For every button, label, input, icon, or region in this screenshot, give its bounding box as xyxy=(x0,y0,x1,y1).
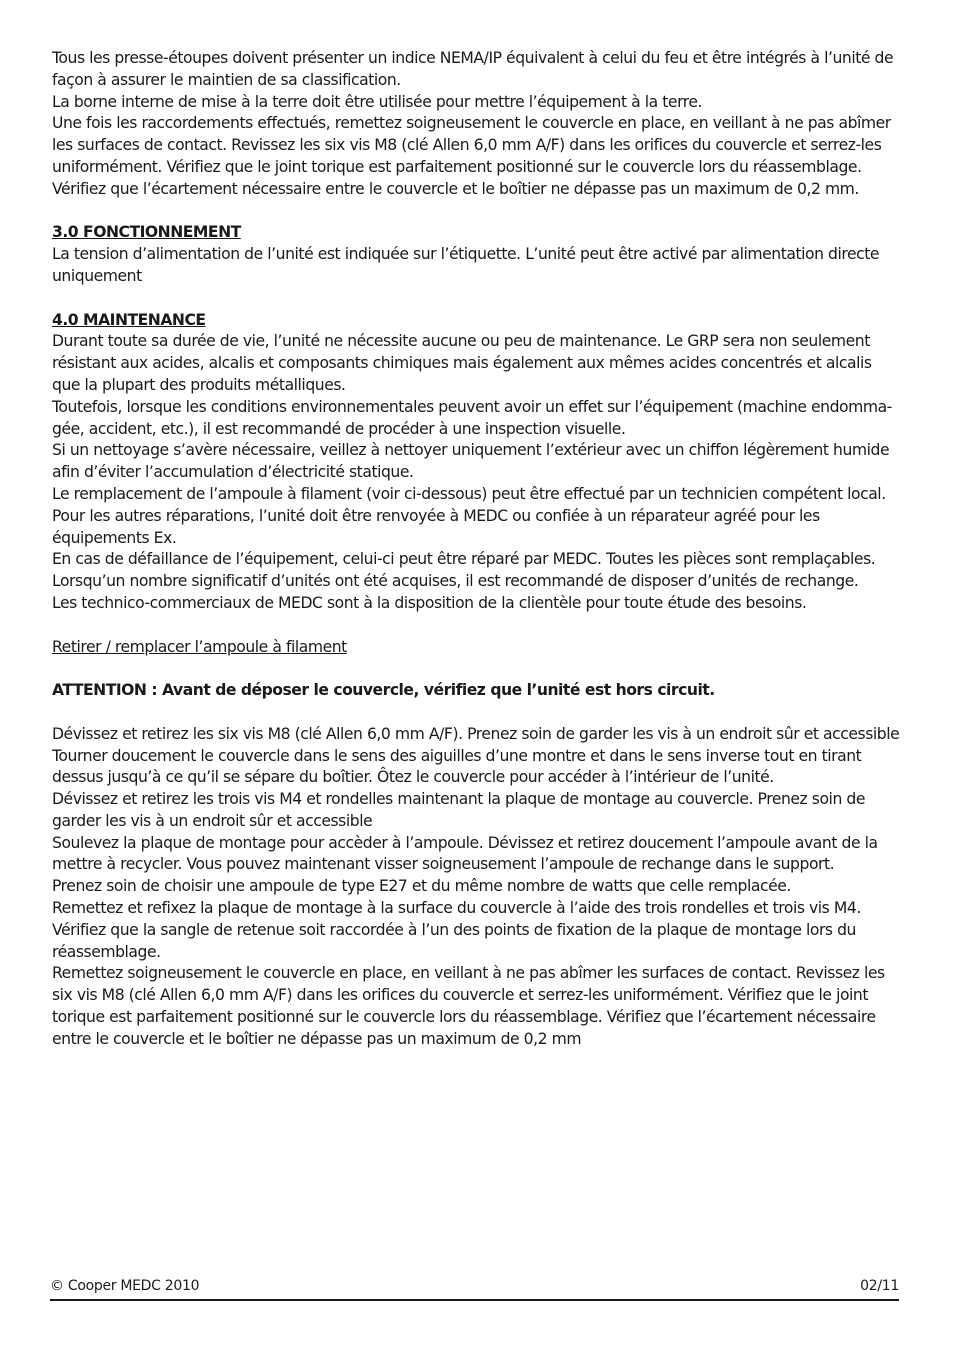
paragraph-cleaning: Si un nettoyage s’avère nécessaire, veillez à nettoyer uniquement l’extérieur avec un chiffon légèrement humide afin d’éviter l’accumulation d’électricité statique. xyxy=(52,441,890,482)
section-heading-maintenance: 4.0 MAINTENANCE xyxy=(52,310,206,329)
paragraph-step-refit-cover: Remettez soigneusement le couvercle en place, en veillant à ne pas abîmer les surfaces de contact. Revissez les six vis M8 (clé Allen 6,0 mm A/F) dans les orifices du couvercle et serrez-les uniformément. Vérifiez que le joint torique est parfaitement positionné sur le couvercle lors du réassemblage. Vérifiez que l’écartement nécessaire entre le couvercle et le boîtier ne dépasse pas un maximum de 0,2 mm xyxy=(52,964,885,1048)
footer-copyright: © Cooper MEDC 2010 xyxy=(50,1278,200,1294)
paragraph-earth-terminal: La borne interne de mise à la terre doit être utilisée pour mettre l’équipement à la terre. xyxy=(52,92,703,111)
spacer xyxy=(52,615,902,637)
footer-page-number: 02/11 xyxy=(860,1278,899,1294)
paragraph-step-unscrew-m4: Dévissez et retirez les trois vis M4 et rondelles maintenant la plaque de montage au couvercle. Prenez soin de garder les vis à un endroit sûr et accessible xyxy=(52,790,865,830)
section-heading-operation: 3.0 FONCTIONNEMENT xyxy=(52,223,241,242)
paragraph-sales-engineers: Les technico-commerciaux de MEDC sont à la disposition de la clientèle pour toute étude des besoins. xyxy=(52,593,807,612)
paragraph-step-rotate-cover: Tourner doucement le couvercle dans le sens des aiguilles d’une montre et dans le sens inverse tout en tirant dessus jusqu’à ce qu’il se sépare du boîtier. Ôtez le couvercle pour accéder à l’intérieur de l’unité. xyxy=(52,746,862,787)
paragraph-cable-glands: Tous les presse-étoupes doivent présenter un indice NEMA/IP équivalent à celui du feu et être intégrés à l’unité de façon à assurer le maintien de sa classification. xyxy=(52,49,894,89)
paragraph-step-bulb-type: Prenez soin de choisir une ampoule de type E27 et du même nombre de watts que celle remplacée. xyxy=(52,877,791,896)
paragraph-step-replace-bulb: Soulevez la plaque de montage pour accèder à l’ampoule. Dévissez et retirez doucement l’ampoule avant de la mettre à recycler. Vous pouvez maintenant visser soigneusement l’ampoule de rechange dans le support. xyxy=(52,833,878,874)
footer-divider xyxy=(50,1299,899,1301)
paragraph-visual-inspection: Toutefois, lorsque les conditions environnementales peuvent avoir un effet sur l’équipement (machine endommagée, accident, etc.), il est recommandé de procéder à une inspection visuelle. xyxy=(52,397,893,438)
paragraph-repairs: Le remplacement de l’ampoule à filament (voir ci-dessous) peut être effectué par un technicien compétent local. Pour les autres réparations, l’unité doit être renvoyée à MEDC ou confiée à un réparateur agréé pour les équipements Ex. xyxy=(52,484,886,547)
paragraph-maintenance-lifetime: Durant toute sa durée de vie, l’unité ne nécessite aucune ou peu de maintenance. Le GRP sera non seulement résistant aux acides, alcalis et composants chimiques mais également aux mêmes acides concentrés et alcalis que la plupart des produits métalliques. xyxy=(52,332,872,394)
spacer xyxy=(52,288,902,310)
paragraph-cover-refit: Une fois les raccordements effectués, remettez soigneusement le couvercle en place, en veillant à ne pas abîmer les surfaces de contact. Revissez les six vis M8 (clé Allen 6,0 mm A/F) dans les orifices du couvercle et serrez-les uniformément. Vérifiez que le joint torique est parfaitement positionné sur le couvercle lors du réassemblage. Vérifiez que l’écartement nécessaire entre le couvercle et le boîtier ne dépasse pas un maximum de 0,2 mm. xyxy=(52,114,891,198)
subsection-heading-bulb-replacement: Retirer / remplacer l’ampoule à filament xyxy=(52,637,347,656)
paragraph-supply-voltage: La tension d’alimentation de l’unité est indiquée sur l’étiquette. L’unité peut être activé par alimentation directe uniquement xyxy=(52,245,880,285)
spacer xyxy=(52,702,902,724)
paragraph-step-unscrew-m8: Dévissez et retirez les six vis M8 (clé Allen 6,0 mm A/F). Prenez soin de garder les vis à un endroit sûr et accessible xyxy=(52,724,900,743)
warning-notice: ATTENTION : Avant de déposer le couvercle, vérifiez que l’unité est hors circuit. xyxy=(52,681,715,700)
paragraph-step-retaining-strap: Vérifiez que la sangle de retenue soit raccordée à l’un des points de fixation de la plaque de montage lors du réassemblage. xyxy=(52,920,856,961)
document-body xyxy=(52,48,902,1051)
paragraph-spares: Lorsqu’un nombre significatif d’unités ont été acquises, il est recommandé de disposer d’unités de rechange. xyxy=(52,572,859,591)
paragraph-failure: En cas de défaillance de l’équipement, celui-ci peut être réparé par MEDC. Toutes les pièces sont remplaçables. xyxy=(52,550,876,569)
paragraph-step-refit-plate: Remettez et refixez la plaque de montage à la surface du couvercle à l’aide des trois rondelles et trois vis M4. xyxy=(52,899,861,918)
spacer xyxy=(52,201,902,223)
spacer xyxy=(52,658,902,680)
